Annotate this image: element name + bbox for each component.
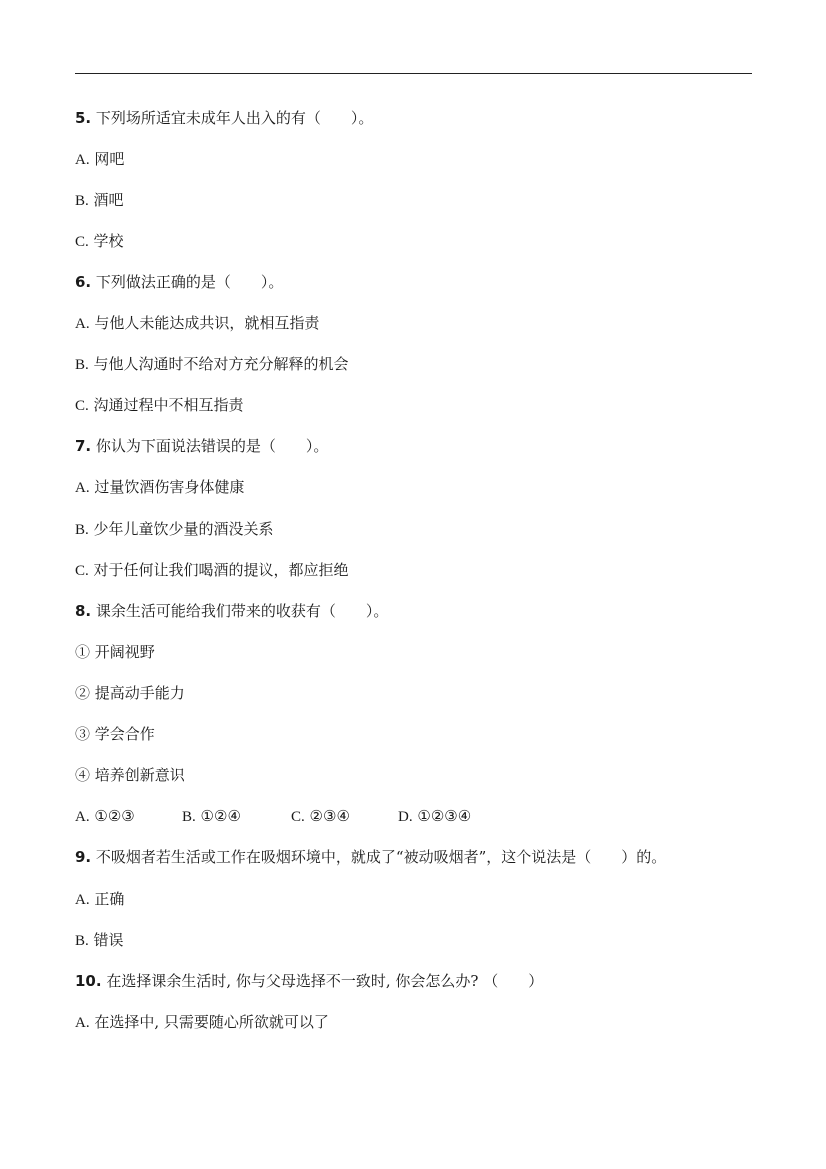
option-text: 正确 (94, 890, 125, 908)
question-6-option-c (75, 394, 244, 417)
option-text: 与他人未能达成共识，就相互指责 (94, 314, 320, 332)
question-text: 不吸烟者若生活或工作在吸烟环境中，就成了“被动吸烟者”，这个说法是（ ）的。 (95, 848, 667, 866)
option-label: A. (75, 316, 90, 332)
question-text: 下列场所适宜未成年人出入的有（ ）。 (95, 109, 374, 127)
question-number: 8. (75, 602, 92, 620)
question-10-option-a (75, 1011, 329, 1034)
option-label: B. (75, 357, 89, 373)
question-6-option-a (75, 312, 319, 335)
option-label: C. (75, 398, 89, 414)
question-number: 6. (75, 273, 92, 291)
question-10 (75, 970, 543, 992)
option-text: 与他人沟通时不给对方充分解释的机会 (93, 355, 349, 373)
question-8-option-b (182, 805, 241, 828)
option-label: B. (75, 522, 89, 538)
question-7 (75, 435, 328, 457)
option-text: 对于任何让我们喝酒的提议，都应拒绝 (93, 561, 349, 579)
question-5 (75, 107, 373, 129)
question-7-option-c (75, 559, 349, 582)
question-9-option-a (75, 888, 124, 911)
question-number: 10. (75, 972, 102, 990)
statement-2: ② 提高动手能力 (75, 684, 185, 702)
option-text: 网吧 (94, 150, 125, 168)
statement-4: ④ 培养创新意识 (75, 766, 185, 784)
option-label: C. (75, 234, 89, 250)
option-label: A. (75, 480, 90, 496)
option-text: ①②③④ (417, 807, 472, 825)
option-label: C. (75, 563, 89, 579)
option-text: 错误 (93, 931, 124, 949)
option-label: B. (182, 809, 196, 825)
question-number: 5. (75, 109, 92, 127)
option-label: A. (75, 892, 90, 908)
question-9-option-b (75, 929, 124, 952)
question-text: 下列做法正确的是（ ）。 (95, 273, 284, 291)
question-number: 7. (75, 437, 92, 455)
option-label: B. (75, 193, 89, 209)
option-text: ②③④ (309, 807, 350, 825)
option-label: A. (75, 809, 90, 825)
statement-1: ① 开阔视野 (75, 643, 155, 661)
option-label: D. (398, 809, 413, 825)
header-rule (75, 73, 752, 74)
question-8-options (75, 805, 752, 827)
question-8 (75, 600, 388, 622)
question-6-option-b (75, 353, 349, 376)
option-label: C. (291, 809, 305, 825)
option-label: A. (75, 1015, 90, 1031)
option-text: 过量饮酒伤害身体健康 (94, 478, 245, 496)
option-label: A. (75, 152, 90, 168)
question-5-option-c (75, 230, 124, 253)
question-5-option-b (75, 189, 124, 212)
option-text: 少年儿童饮少量的酒没关系 (93, 520, 274, 538)
option-label: B. (75, 933, 89, 949)
option-text: 沟通过程中不相互指责 (93, 396, 244, 414)
question-7-option-b (75, 518, 274, 541)
question-6 (75, 271, 283, 293)
question-8-option-c (291, 805, 350, 828)
question-5-option-a (75, 148, 124, 171)
statement-3: ③ 学会合作 (75, 725, 155, 743)
question-text: 你认为下面说法错误的是（ ）。 (95, 437, 329, 455)
question-9 (75, 846, 666, 868)
option-text: 酒吧 (93, 191, 124, 209)
question-8-option-d (398, 805, 471, 828)
question-text: 课余生活可能给我们带来的收获有（ ）。 (95, 602, 389, 620)
option-text: 学校 (93, 232, 124, 250)
option-text: ①②③ (94, 807, 135, 825)
option-text: 在选择中, 只需要随心所欲就可以了 (94, 1013, 329, 1031)
question-text: 在选择课余生活时, 你与父母选择不一致时, 你会怎么办? （ ） (106, 972, 544, 990)
question-number: 9. (75, 848, 92, 866)
question-8-option-a (75, 805, 135, 828)
question-7-option-a (75, 476, 244, 499)
option-text: ①②④ (200, 807, 241, 825)
